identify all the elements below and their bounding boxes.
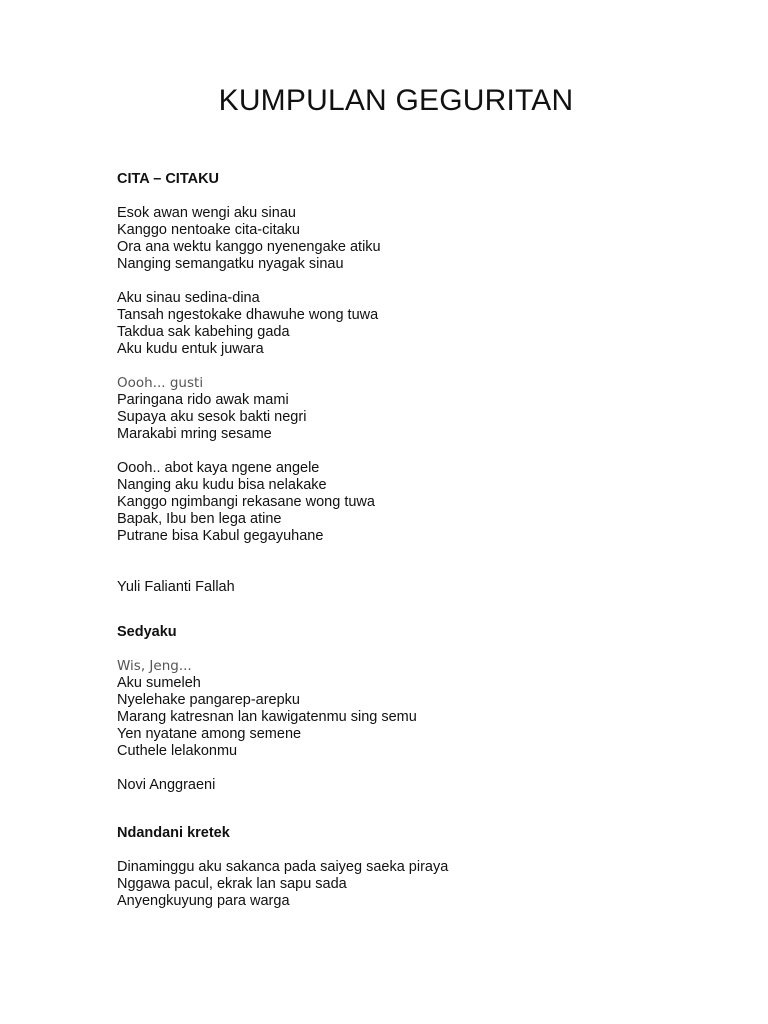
poem-line: Aku kudu entuk juwara [117, 341, 264, 357]
poem-line: Kanggo ngimbangi rekasane wong tuwa [117, 494, 375, 510]
poem-line: Nanging semangatku nyagak sinau [117, 256, 344, 272]
poem-line: Ora ana wektu kanggo nyenengake atiku [117, 239, 381, 255]
poem-title: CITA – CITAKU [117, 171, 220, 187]
poem-cita-citaku [117, 171, 381, 596]
poem-line: Paringana rido awak mami [117, 392, 289, 408]
stanza [117, 460, 381, 545]
stanza [117, 375, 381, 443]
stanza [117, 658, 417, 760]
poem-line: Yen nyatane among semene [117, 726, 302, 742]
poem-line: Aku sinau sedina-dina [117, 290, 260, 306]
poem-title: Ndandani kretek [117, 825, 230, 841]
poem-line: Takdua sak kabehing gada [117, 324, 290, 340]
stanza [117, 205, 381, 273]
poem-title: Sedyaku [117, 624, 177, 640]
poem-line: Supaya aku sesok bakti negri [117, 409, 307, 425]
poem-line: Esok awan wengi aku sinau [117, 205, 296, 221]
poem-line: Kanggo nentoake cita-citaku [117, 222, 300, 238]
poem-line: Marakabi mring sesame [117, 426, 272, 442]
poem-line: Marang katresnan lan kawigatenmu sing semu [117, 709, 417, 725]
poem-line: Cuthele lelakonmu [117, 743, 238, 759]
poem-line: Anyengkuyung para warga [117, 893, 290, 909]
poem-line: Bapak, Ibu ben lega atine [117, 511, 282, 527]
poem-author: Novi Anggraeni [117, 777, 216, 793]
poem-line: Nyelehake pangarep-arepku [117, 692, 300, 708]
document-title: KUMPULAN GEGURITAN [218, 84, 574, 117]
poem-line: Oooh... gusti [117, 375, 204, 391]
poem-author: Yuli Falianti Fallah [117, 579, 235, 595]
stanza [117, 290, 381, 358]
poem-line: Wis, Jeng... [117, 658, 192, 674]
poem-line: Putrane bisa Kabul gegayuhane [117, 528, 324, 544]
poem-line: Dinaminggu aku sakanca pada saiyeg saeka piraya [117, 859, 449, 875]
poem-line: Aku sumeleh [117, 675, 201, 691]
poem-line: Nanging aku kudu bisa nelakake [117, 477, 327, 493]
poem-sedyaku [117, 624, 417, 794]
poem-line: Tansah ngestokake dhawuhe wong tuwa [117, 307, 379, 323]
poem-line: Nggawa pacul, ekrak lan sapu sada [117, 876, 347, 892]
poem-line: Oooh.. abot kaya ngene angele [117, 460, 320, 476]
stanza [117, 859, 448, 910]
poem-ndandani-kretek [117, 825, 448, 910]
